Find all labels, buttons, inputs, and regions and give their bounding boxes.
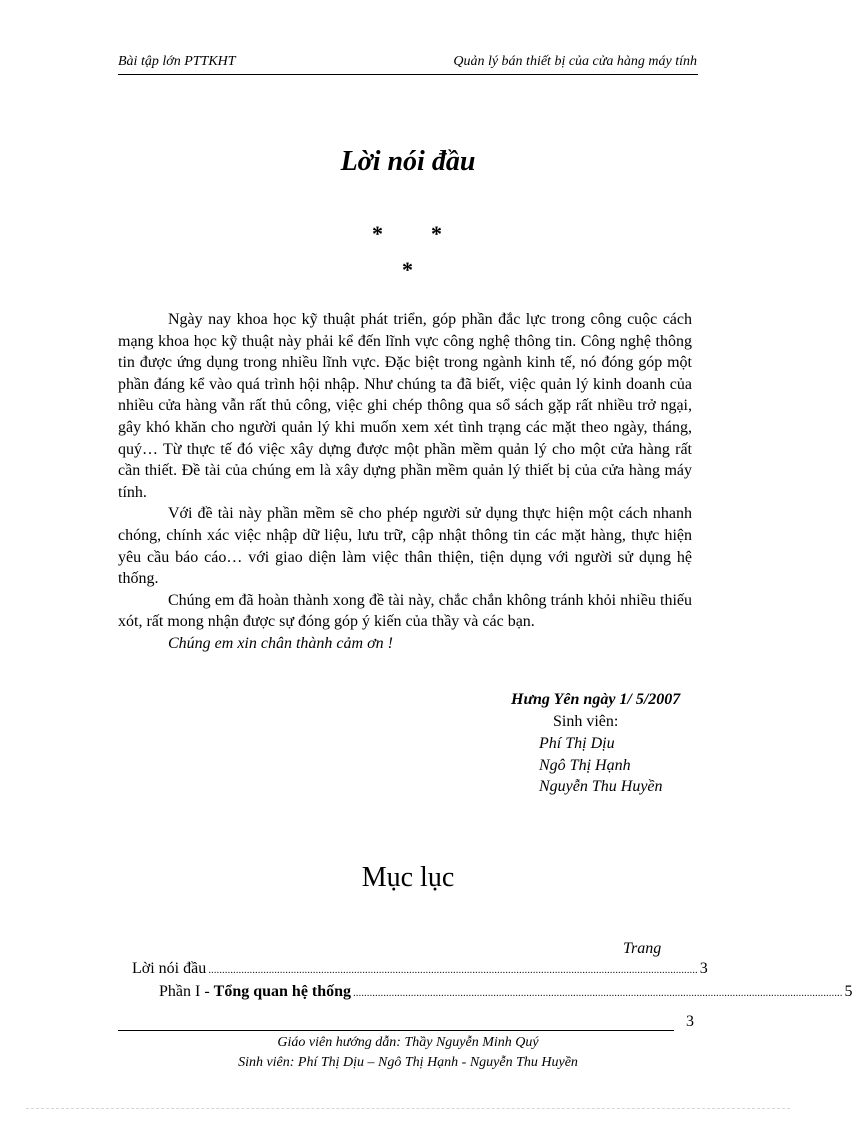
header-rule	[118, 74, 698, 75]
footer-students: Sinh viên: Phí Thị Dịu – Ngô Thị Hạnh - Nguyễn Thu Huyền	[238, 1055, 578, 1070]
toc-leader-dots: ..................................................................................................................................................................................	[353, 987, 843, 999]
page-boundary	[26, 1108, 790, 1109]
toc-entry[interactable]	[132, 960, 708, 982]
preface-paragraph: Chúng em đã hoàn thành xong đề tài này, chắc chắn không tránh khỏi nhiều thiếu xót, rất mong nhận được sự đóng góp ý kiến của thầy và các bạn.	[118, 591, 692, 631]
footer-rule	[118, 1030, 674, 1031]
header-course-title: Bài tập lớn PTTKHT	[118, 54, 236, 69]
toc-entry-label: Phần I - Tổng quan hệ thống	[159, 983, 352, 1000]
signature-label: Sinh viên:	[553, 713, 619, 730]
star-ornament: *	[402, 257, 413, 282]
toc-title: Mục lục	[361, 862, 455, 893]
preface-body	[118, 309, 692, 655]
preface-paragraph: Ngày nay khoa học kỹ thuật phát triển, góp phần đắc lực trong công cuộc cách mạng khoa học kỹ thuật này phải kể đến lĩnh vực công nghệ thông tin. Công nghệ thông tin được ứng dụng trong nhiều lĩnh vực. Đặc biệt trong ngành kinh tế, nó đóng góp một phần đáng kể vào quá trình hội nhập. Như chúng ta đã biết, việc quản lý kinh doanh của nhiều cửa hàng vẫn rất thủ công, việc ghi chép thông qua sổ sách gặp rất nhiều trở ngại, gây khó khăn cho người quản lý khi muốn xem xét tình trạng các mặt theo ngày, tháng, quý… Từ thực tế đó việc xây dựng được một phần mềm quản lý cho một cửa hàng rất cần thiết. Đề tài của chúng em là xây dựng phần mềm quản lý thiết bị của cửa hàng máy tính.	[118, 311, 692, 501]
signature-name: Ngô Thị Hạnh	[539, 757, 631, 774]
header-project-title: Quản lý bán thiết bị của cửa hàng máy tính	[453, 54, 697, 69]
page-number: 3	[686, 1013, 694, 1030]
signature-name: Nguyễn Thu Huyền	[539, 778, 663, 795]
toc-leader-dots: ..................................................................................................................................................................................	[208, 964, 698, 976]
preface-thanks: Chúng em xin chân thành cảm ơn !	[168, 634, 393, 652]
footer-advisor: Giáo viên hướng dẫn: Thầy Nguyễn Minh Quý	[277, 1035, 539, 1050]
toc-entry-page: 3	[699, 960, 708, 977]
toc-entry-label: Lời nói đầu	[132, 960, 207, 977]
toc-entry-page: 5	[844, 983, 853, 1000]
toc-page-header: Trang	[623, 940, 662, 957]
preface-paragraph: Với đề tài này phần mềm sẽ cho phép người sử dụng thực hiện một cách nhanh chóng, chính xác việc nhập dữ liệu, lưu trữ, cập nhật thông tin các mặt hàng, thực hiện yêu cầu báo cáo… với giao diện làm việc thân thiện, tiện dụng với người sử dụng hệ thống.	[118, 505, 692, 588]
star-ornament: *	[431, 221, 442, 246]
toc-entry[interactable]	[159, 983, 853, 1005]
star-ornament: *	[372, 221, 383, 246]
preface-title: Lời nói đầu	[340, 146, 476, 177]
signature-date: Hưng Yên ngày 1/ 5/2007	[511, 691, 681, 708]
signature-name: Phí Thị Dịu	[539, 735, 615, 752]
